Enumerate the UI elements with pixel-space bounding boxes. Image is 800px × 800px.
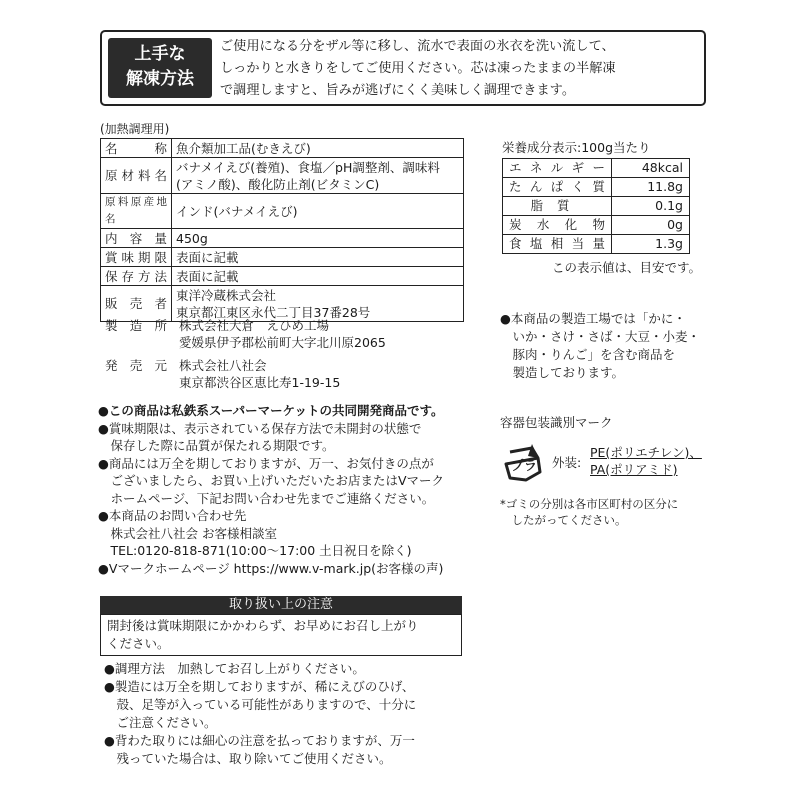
note-line: ●本商品のお問い合わせ先 [98,508,247,523]
nutrition-value: 11.8g [612,178,690,197]
table-row [503,216,690,235]
note-line: TEL:0120-818-871(10:00〜17:00 土日祝日を除く) [98,543,412,558]
packaging-materials [590,444,702,478]
allergen-line: いか・さけ・さば・大豆・小麦・ [500,329,701,344]
distributor-key: 発売元 [105,358,167,373]
handling-bullet: 残っていた場合は、取り除いてご使用ください。 [104,751,392,766]
spec-value-line: (アミノ酸)、酸化防止剤(ビタミンC) [176,176,380,192]
table-row [101,158,464,194]
spec-value: 魚介類加工品(むきえび) [172,139,464,158]
table-row [503,159,690,178]
allergen-block [500,310,720,382]
outer-label: 外装: [552,455,582,470]
allergen-line: 豚肉・りんご」を含む商品を [500,347,676,362]
thaw-text-line2: しっかりと水きりをしてご使用ください。芯は凍ったままの半解凍 [220,61,616,76]
material-pa: PA(ポリアミド) [590,462,678,477]
nutrition-title: 栄養成分表示:100g当たり [502,140,651,155]
spec-key: 保存方法 [101,267,172,286]
table-row [101,139,464,158]
thaw-method-text [220,36,702,102]
handling-box-line: ください。 [107,636,170,651]
disposal-note [500,496,678,528]
pla-mark-text: プラ [510,459,538,474]
nutrition-value: 0g [612,216,690,235]
thaw-method-label [108,38,212,98]
handling-box-line: 開封後は賞味期限にかかわらず、お早めにお召し上がり [107,618,419,633]
note-line: ●Vマークホームページ https://www.v-mark.jp(お客様の声) [98,560,444,576]
nutrition-footnote: この表示値は、目安です。 [552,260,702,275]
note-line: ホームページ、下記お問い合わせ先までご連絡ください。 [98,490,435,506]
table-row [503,178,690,197]
nutrition-key: 食塩相当量 [503,235,612,254]
handling-title: 取り扱い上の注意 [100,596,462,614]
spec-key: 賞味期限 [101,248,172,267]
table-row [101,229,464,248]
table-row [101,267,464,286]
handling-box [100,614,462,656]
spec-key: 原料原産地名 [101,194,172,229]
packaging-title: 容器包装識別マーク [500,415,613,430]
distributor-name: 株式会社八社会 [179,358,267,373]
handling-bullet: ご注意ください。 [104,715,217,730]
table-row [503,235,690,254]
handling-bullet: ●調理方法 加熱してお召し上がりください。 [104,661,365,676]
note-joint-development: ●この商品は私鉄系スーパーマーケットの共同開発商品です。 [98,403,444,418]
spec-value: インド(バナメイえび) [172,194,464,229]
nutrition-key: たんぱく質 [503,178,612,197]
note-line: ●賞味期限は、表示されている保存方法で未開封の状態で [98,420,422,436]
spec-value [172,158,464,194]
manufacturer-key: 製造所 [105,318,167,333]
spec-value-line: バナメイえび(養殖)、食塩／pH調整剤、調味料 [176,159,440,175]
table-row [101,248,464,267]
spec-value: 表面に記載 [172,267,464,286]
allergen-line: 製造しております。 [500,365,625,380]
thaw-text-line1: ご使用になる分をザル等に移し、流水で表面の氷衣を洗い流して、 [220,39,615,54]
distributor-block [100,357,340,391]
spec-caption: (加熱調理用) [100,122,170,136]
thaw-label-line2: 解凍方法 [126,69,194,89]
nutrition-key: エネルギー [503,159,612,178]
thaw-text-line3: で調理しますと、旨みが逃げにくく美味しく調理できます。 [220,83,576,98]
nutrition-key: 炭水化物 [503,216,612,235]
disposal-note-line: したがってください。 [500,513,627,527]
allergen-line: ●本商品の製造工場では「かに・ [500,311,686,326]
note-line: ございましたら、お買い上げいただいたお店またはVマーク [98,473,445,488]
note-line: 保存した際に品質が保たれる期限です。 [98,438,335,453]
handling-bullet: ●背わた取りには細心の注意を払っておりますが、万一 [104,733,415,748]
spec-table [100,138,464,322]
manufacturer-block [100,317,386,351]
handling-bullets [104,660,464,768]
note-line: ●商品には万全を期しておりますが、万一、お気付きの点が [98,455,434,471]
spec-value: 450g [172,229,464,248]
nutrition-key: 脂質 [503,197,612,216]
distributor-address: 東京都渋谷区恵比寿1-19-15 [179,375,341,390]
disposal-note-line: *ゴミの分別は各市区町村の区分に [500,497,679,511]
table-row [503,197,690,216]
spec-key: 名 称 [101,139,172,158]
spec-key: 内容量 [101,229,172,248]
manufacturer-name: 株式会社大倉 えひめ工場 [179,318,330,333]
manufacturer-address: 愛媛県伊予郡松前町大字北川原2065 [179,335,386,350]
spec-key: 販売者 [101,286,172,322]
material-pe: PE(ポリエチレン)、 [590,445,702,460]
handling-bullet: ●製造には万全を期しておりますが、稀にえびのひげ、 [104,679,415,694]
spec-value-line: 東洋冷蔵株式会社 [176,287,277,303]
pla-recycle-mark-icon [502,442,546,486]
nutrition-value: 0.1g [612,197,690,216]
thaw-label-line1: 上手な [134,44,186,64]
handling-bullet: 殻、足等が入っている可能性がありますので、十分に [104,697,417,712]
nutrition-table [502,158,690,254]
notes-block [98,402,478,577]
spec-value-line: 東京都江東区永代二丁目37番28号 [176,304,371,320]
note-line: 株式会社八社会 お客様相談室 [98,525,277,541]
nutrition-value: 1.3g [612,235,690,254]
table-row [101,194,464,229]
thaw-method-box [100,30,706,106]
spec-key: 原材料名 [101,158,172,194]
nutrition-value: 48kcal [612,159,690,178]
spec-value: 表面に記載 [172,248,464,267]
